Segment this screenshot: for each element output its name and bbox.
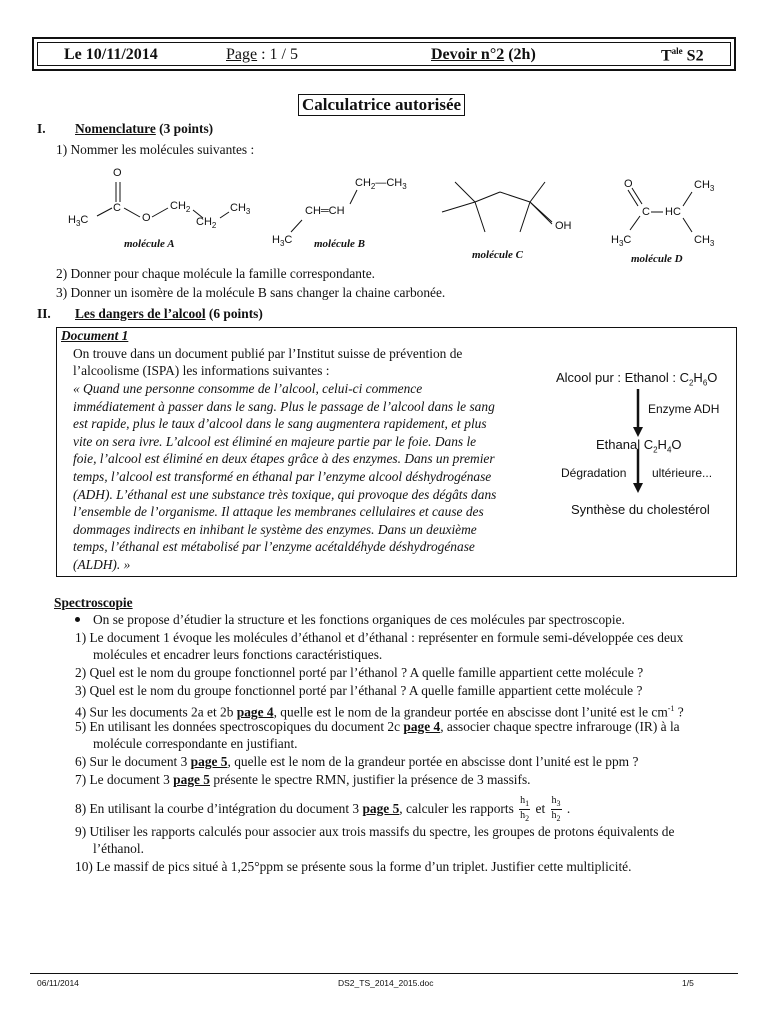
spectro-q8-page: page 5	[362, 801, 400, 816]
molB-bond-2	[350, 190, 357, 204]
document1-quote-line: foie, l’alcool est éliminé en deux étapes grâce à des enzymes. Dans un premier	[73, 451, 495, 467]
molB-ch2-text: CH	[355, 177, 371, 189]
molB-ch-ch: CH═CH	[305, 205, 345, 217]
spectro-q10: 10) Le massif de pics situé à 1,25°ppm se présente sous la forme d’un triplet. Justifier cette multiplicité.	[75, 859, 632, 874]
ratio2-den: h	[551, 810, 557, 822]
molD-co-double-1	[628, 190, 638, 206]
spectro-title: Spectroscopie	[54, 595, 133, 610]
document1-quote-line: (ALDH). »	[73, 557, 131, 572]
molD-c: C	[642, 206, 650, 218]
header-class-sup: ale	[671, 46, 683, 56]
footer-date: 06/11/2014	[37, 978, 79, 988]
header-class-t: T	[661, 47, 672, 65]
question-1-1: 1) Nommer les molécules suivantes :	[56, 142, 255, 157]
molB-ch3-text: —CH	[375, 177, 403, 189]
molB-ch2-ch3: $CH_2—CH_3$	[355, 177, 407, 192]
spectro-q9a: 9) Utiliser les rapports calculés pour associer aux trois massifs du spectre, les groupes de protons équivalents de	[75, 824, 675, 839]
molA-bond-o	[124, 208, 140, 217]
spectro-q4-b: , quelle est le nom de la grandeur portée en abscisse dont l’unité est le cm	[273, 704, 668, 720]
section1-title: Nomenclature	[75, 121, 156, 136]
section2-heading	[75, 305, 263, 322]
header-class	[661, 46, 704, 65]
question-1-2: 2) Donner pour chaque molécule la famille correspondante.	[56, 266, 376, 281]
spectro-q6-a: 6) Sur le document 3	[75, 754, 191, 769]
footer-divider	[30, 973, 738, 974]
spectro-q6	[75, 753, 638, 770]
molA-bond-ch2	[152, 208, 168, 217]
spectro-q7-b: présente le spectre RMN, justifier la présence de 3 massifs.	[210, 772, 531, 787]
molD-co-double-2	[632, 188, 642, 204]
scheme-synthese: Synthèse du cholestérol	[571, 502, 710, 517]
molC-bond-1	[455, 182, 475, 202]
document1-quote-line: temps, l’alcool est transformé en éthanal par l’enzyme alcool déshydrogénase	[73, 469, 492, 484]
molD-h3c-h: H	[611, 234, 619, 246]
molD-ch3b: $CH_3$	[694, 234, 715, 249]
spectro-q7-page: page 5	[173, 772, 210, 787]
molA-o-top: O	[113, 167, 122, 179]
molA-ch2b: $CH_2$	[196, 216, 217, 231]
header-date: Le 10/11/2014	[64, 46, 158, 63]
header-box	[32, 37, 736, 71]
footer-filename: DS2_TS_2014_2015.doc	[338, 978, 434, 988]
spectro-q4-c: ?	[674, 704, 684, 720]
spectro-q1a: 1) Le document 1 évoque les molécules d’éthanol et d’éthanal : représenter en formule semi-développée ces deux	[75, 630, 684, 645]
document1-intro-2: l’alcoolisme (ISPA) les informations suivantes :	[73, 363, 330, 378]
spectro-q5-b: , associer chaque spectre infrarouge (IR) à la	[440, 719, 680, 734]
document1-quote-line: temps, l’éthanal est métabolisé par l’enzyme acétaldéhyde déshydrogénase	[73, 539, 475, 555]
molA-bond-ch3b	[220, 212, 229, 218]
document1-quote-line: (ADH). L’éthanal est une substance très toxique, qui provoque des dégâts dans	[73, 486, 497, 502]
molA-ch2b-text: CH	[196, 216, 212, 228]
spectro-q8-et: et	[532, 801, 549, 816]
molecule-c-label: molécule C	[472, 249, 524, 261]
spectro-q3: 3) Quel est le nom du groupe fonctionnel porté par l’éthanal ? A quelle famille appartient cette molécule ?	[75, 683, 643, 698]
molB-h3c: $H_3C$	[272, 234, 293, 249]
spectro-intro: On se propose d’étudier la structure et les fonctions organiques de ces molécules par spectroscopie.	[93, 612, 625, 627]
molC-bond-oh	[530, 202, 552, 224]
molA-ch2: $CH_2$	[170, 200, 191, 215]
spectro-q1b: molécules et encadrer leurs fonctions caractéristiques.	[93, 647, 383, 662]
scheme-ethanal-o: O	[671, 437, 682, 452]
molC-oh: OH	[555, 220, 572, 232]
document1-title: Document 1	[61, 328, 129, 343]
bullet-dot	[75, 617, 80, 622]
spectro-q5-a: 5) En utilisant les données spectroscopiques du document 2c	[75, 719, 404, 734]
ratio-h1-h2: $\frac{h_1}{h_2}$	[520, 795, 530, 824]
molD-bond-ch3	[630, 216, 640, 230]
scheme-ethanol-h: H	[693, 370, 703, 385]
section1-number: I.	[37, 121, 46, 136]
spectro-q8-end: .	[563, 801, 571, 816]
spectro-q5c: molécule correspondante en justifiant.	[93, 736, 298, 751]
molB-h3c-h: H	[272, 234, 280, 246]
header-page	[226, 46, 298, 64]
molecule-a-label: molécule A	[124, 238, 175, 250]
scheme-degradation: Dégradation	[561, 466, 627, 480]
scheme-ethanal: Ethanal $C_2H_4O$	[596, 437, 682, 455]
document1-quote-line: l’ensemble de l’organisme. Il attaque les membranes cellulaires et cause des	[73, 504, 484, 520]
section2-points: (6 points)	[205, 306, 263, 321]
spectro-q4-page: page 4	[236, 704, 274, 720]
calculator-notice: Calculatrice autorisée	[298, 94, 465, 116]
molD-bond-ch3b	[683, 218, 692, 232]
spectro-q7	[75, 771, 531, 788]
molA-c: C	[113, 202, 121, 214]
header-page-word: Page	[226, 46, 258, 63]
molA-ch2-text: CH	[170, 200, 186, 212]
ratio-h3-h2: $\frac{h_3}{h_2}$	[551, 795, 561, 824]
document1-quote-line: vite on sera ivre. L’alcool est éliminé en majeure partie par le foie. Dans le	[73, 433, 477, 449]
molA-h3c: $H_3C$	[68, 214, 89, 229]
spectro-q5-page: page 4	[403, 719, 441, 734]
spectro-q9b: l’éthanol.	[93, 841, 144, 856]
molecule-b-label: molécule B	[314, 238, 366, 250]
document1-quote-line: dommages indirects en inhibant le système des enzymes. Dans un deuxième	[73, 521, 477, 537]
scheme-ulterieure: ultérieure...	[652, 466, 713, 480]
molA-ch3-text: CH	[230, 202, 246, 214]
document1-quote-line: « Quand une personne consomme de l’alcool, celui-ci commence	[73, 381, 423, 396]
spectro-q6-page: page 5	[190, 754, 228, 769]
spectro-q8-a: 8) En utilisant la courbe d’intégration du document 3	[75, 801, 363, 816]
ratio1-den: h	[520, 810, 526, 822]
ratio2-num: h	[551, 795, 557, 807]
section2-title: Les dangers de l’alcool	[75, 306, 206, 321]
spectro-q6-b: , quelle est le nom de la grandeur portée en abscisse dont l’unité est le ppm ?	[227, 754, 639, 769]
spectro-q8	[75, 794, 570, 824]
spectro-q4-sup: -1	[667, 704, 675, 713]
molD-ch3a-text: CH	[694, 179, 710, 191]
molC-bond-3	[475, 202, 485, 232]
section1-points: (3 points)	[155, 121, 214, 136]
scheme-enzyme: Enzyme ADH	[648, 402, 720, 416]
molC-bond-5	[500, 192, 530, 202]
molC-bond-4	[475, 192, 500, 202]
molD-hc: HC	[665, 206, 681, 218]
section1-heading	[75, 120, 213, 137]
spectro-q4-a: 4) Sur les documents 2a et 2b	[75, 704, 237, 720]
scheme-ethanol: Alcool pur : Ethanol : $C_2H_6O$	[556, 370, 718, 388]
molA-h3c-h: H	[68, 214, 76, 226]
molA-o: O	[142, 212, 151, 224]
spectro-q8-b: , calculer les rapports	[399, 801, 518, 816]
spectro-q2: 2) Quel est le nom du groupe fonctionnel porté par l’éthanol ? A quelle famille appartient cette molécule ?	[75, 665, 644, 680]
molC-bond-6	[530, 182, 545, 202]
header-page-number: : 1 / 5	[257, 46, 298, 63]
header-devoir-duration: (2h)	[504, 46, 536, 63]
molD-h3c: $H_3C$	[611, 234, 632, 249]
document1-intro-1: On trouve dans un document publié par l’Institut suisse de prévention de	[73, 346, 463, 361]
document1-quote-line: est rapide, plus le taux d’alcool dans le sang augmentera rapidement, et plus	[73, 416, 487, 432]
molC-bond-2	[442, 202, 475, 212]
spectro-q5	[75, 718, 680, 735]
molA-bond-ch3	[97, 208, 112, 216]
molD-bond-ch3a	[683, 192, 692, 206]
scheme-ethanal-h: H	[657, 437, 667, 452]
ratio1-num: h	[520, 795, 526, 807]
molC-bond-8	[520, 202, 530, 232]
molD-o: O	[624, 178, 633, 190]
scheme-ethanal-text: Ethanal C	[596, 437, 654, 452]
header-devoir-word: Devoir n°2	[431, 46, 505, 63]
molecule-d-label: molécule D	[631, 253, 683, 265]
scheme-ethanol-o: O	[707, 370, 718, 385]
document1-quote-line: immédiatement à passer dans le sang. Plus le passage de l’alcool dans le sang	[73, 398, 495, 414]
molB-bond-1	[291, 220, 302, 232]
molD-ch3b-text: CH	[694, 234, 710, 246]
spectro-q7-a: 7) Le document 3	[75, 772, 174, 787]
question-1-3: 3) Donner un isomère de la molécule B sans changer la chaine carbonée.	[56, 285, 446, 300]
footer-page: 1/5	[682, 978, 694, 988]
molD-ch3a: $CH_3$	[694, 179, 715, 194]
section2-number: II.	[37, 306, 51, 321]
header-devoir	[431, 46, 536, 64]
molA-ch3: $CH_3$	[230, 202, 251, 217]
header-class-rest: S2	[682, 47, 704, 65]
scheme-ethanol-text: Alcool pur : Ethanol : C	[556, 370, 689, 385]
